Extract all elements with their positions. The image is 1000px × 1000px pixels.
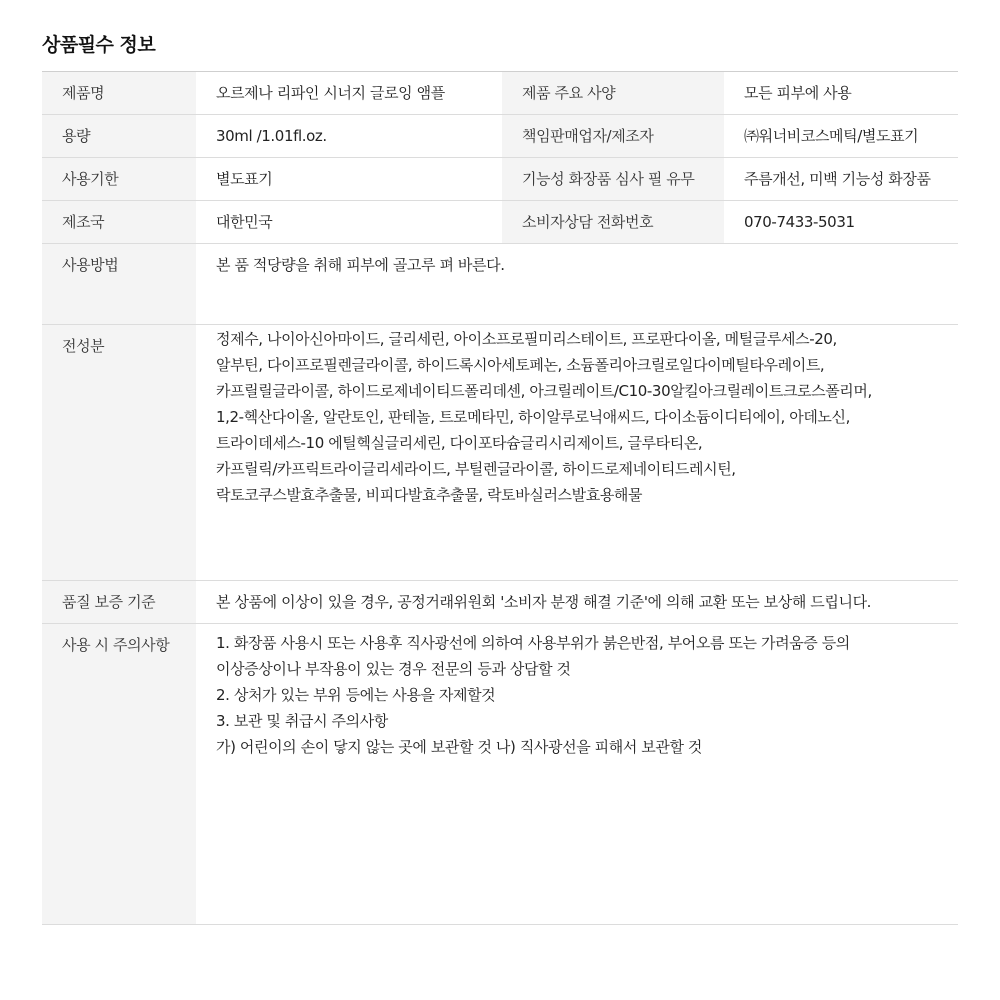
functional-value: 주름개선, 미백 기능성 화장품 (724, 158, 958, 201)
table-row (42, 72, 958, 115)
seller-value: ㈜워너비코스메틱/별도표기 (724, 115, 958, 158)
table-row (42, 201, 958, 244)
product-name-value: 오르제나 리파인 시너지 글로잉 앰플 (196, 72, 502, 115)
expiry-label: 사용기한 (42, 158, 196, 201)
country-value: 대한민국 (196, 201, 502, 244)
ingredients-line: 트라이데세스-10 에틸헥실글리세린, 다이포타슘글리시리제이트, 글루타티온, (216, 434, 703, 452)
quality-value: 본 상품에 이상이 있을 경우, 공정거래위원회 '소비자 분쟁 해결 기준'에 의해 교환 또는 보상해 드립니다. (196, 581, 958, 624)
caution-list (216, 624, 958, 760)
caution-line: 이상증상이나 부작용이 있는 경우 전문의 등과 상담할 것 (216, 660, 571, 678)
volume-label: 용량 (42, 115, 196, 158)
ingredients-label: 전성분 (42, 325, 196, 581)
product-name-label: 제품명 (42, 72, 196, 115)
table-row (42, 158, 958, 201)
ingredients-line: 1,2-헥산다이올, 알란토인, 판테놀, 트로메타민, 하이알루로닉애씨드, 다이소듐이디티에이, 아데노신, (216, 408, 850, 426)
hotline-label: 소비자상담 전화번호 (502, 201, 724, 244)
caution-line: 1. 화장품 사용시 또는 사용후 직사광선에 의하여 사용부위가 붉은반점, 부어오름 또는 가려움증 등의 (216, 634, 850, 652)
caution-line: 3. 보관 및 취급시 주의사항 (216, 712, 388, 730)
quality-label: 품질 보증 기준 (42, 581, 196, 624)
ingredients-list (216, 325, 958, 508)
table-row (42, 115, 958, 158)
hotline-value: 070-7433-5031 (724, 201, 958, 244)
caution-line: 2. 상처가 있는 부위 등에는 사용을 자제할것 (216, 686, 496, 704)
seller-label: 책임판매업자/제조자 (502, 115, 724, 158)
country-label: 제조국 (42, 201, 196, 244)
functional-label: 기능성 화장품 심사 필 유무 (502, 158, 724, 201)
ingredients-line: 락토코쿠스발효추출물, 비피다발효추출물, 락토바실러스발효용해물 (216, 486, 643, 504)
main-spec-label: 제품 주요 사양 (502, 72, 724, 115)
table-row (42, 244, 958, 325)
ingredients-value (196, 325, 958, 581)
volume-value: 30ml /1.01fl.oz. (196, 115, 502, 158)
ingredients-line: 알부틴, 다이프로필렌글라이콜, 하이드록시아세토페논, 소듐폴리아크릴로일다이메틸타우레이트, (216, 356, 825, 374)
table-row (42, 325, 958, 581)
expiry-value: 별도표기 (196, 158, 502, 201)
ingredients-line: 정제수, 나이아신아마이드, 글리세린, 아이소프로필미리스테이트, 프로판다이올, 메틸글루세스-20, (216, 330, 837, 348)
caution-label: 사용 시 주의사항 (42, 624, 196, 925)
table-row (42, 581, 958, 624)
ingredients-line: 카프릴릴글라이콜, 하이드로제네이티드폴리데센, 아크릴레이트/C10-30알킬아크릴레이트크로스폴리머, (216, 382, 872, 400)
usage-value: 본 품 적당량을 취해 피부에 골고루 펴 바른다. (196, 244, 958, 325)
main-spec-value: 모든 피부에 사용 (724, 72, 958, 115)
ingredients-line: 카프릴릭/카프릭트라이글리세라이드, 부틸렌글라이콜, 하이드로제네이티드레시틴, (216, 460, 736, 478)
product-info-table (42, 71, 958, 925)
page-title: 상품필수 정보 (42, 34, 156, 56)
caution-line: 가) 어린이의 손이 닿지 않는 곳에 보관할 것 나) 직사광선을 피해서 보관할 것 (216, 738, 703, 756)
table-row (42, 624, 958, 925)
caution-value (196, 624, 958, 925)
usage-label: 사용방법 (42, 244, 196, 325)
